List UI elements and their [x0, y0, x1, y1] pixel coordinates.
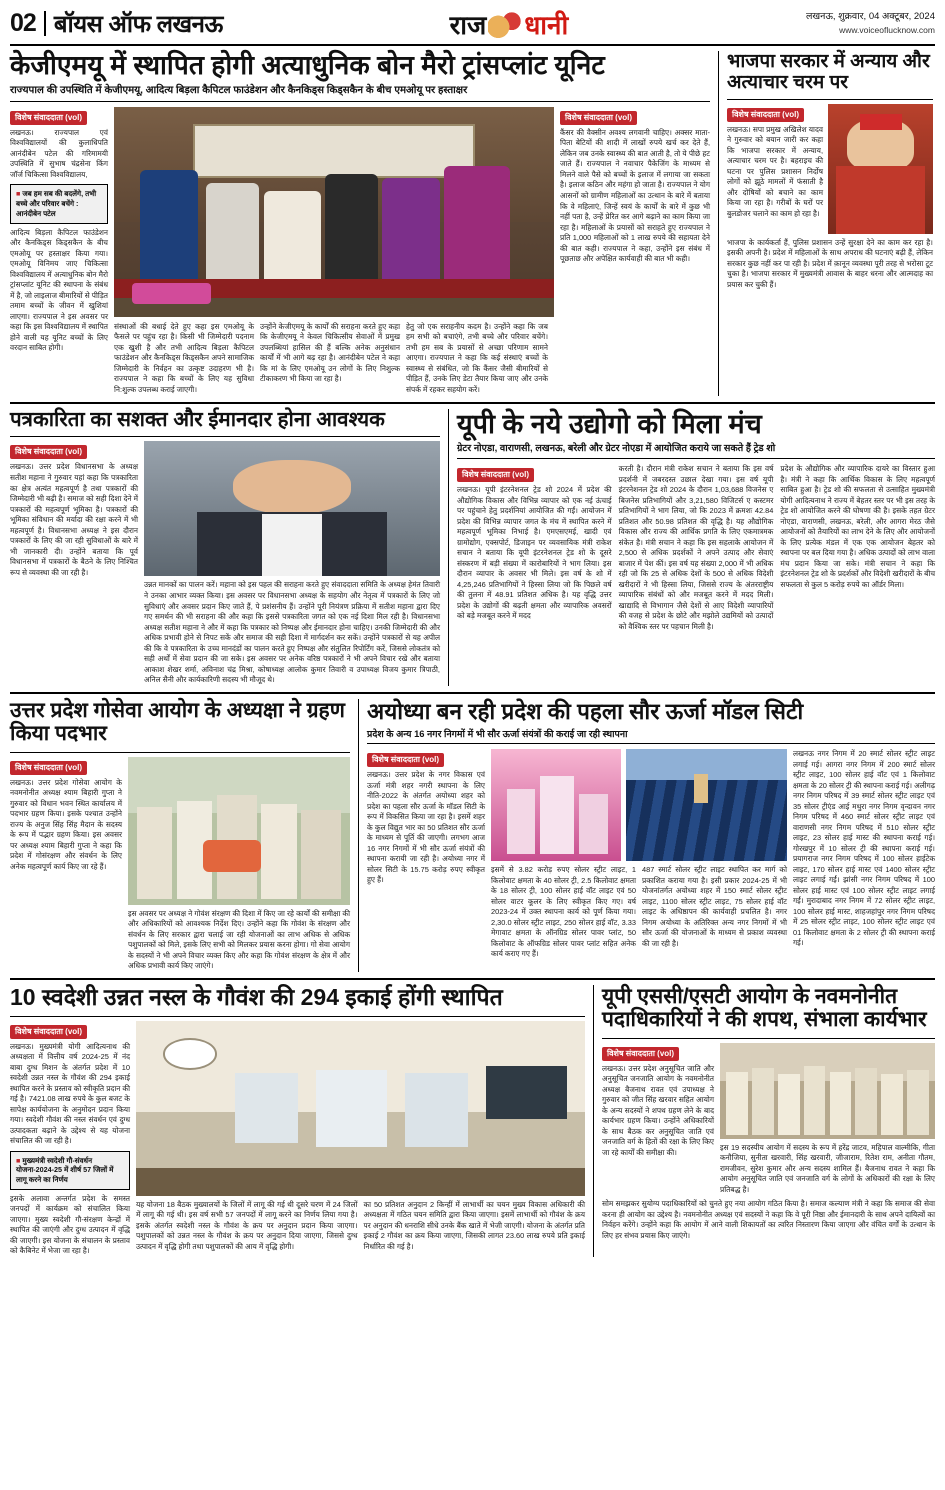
- lead-subhead: राज्यपाल की उपस्थिति में केजीएमयू, आदित्य बिड़ला कैपिटल फाउंडेशन और कैनकिड्स किड्सकैन के बीच एमओयू पर हस्ताक्षर: [10, 85, 710, 102]
- lead-col4: हेतु जो एक सराहनीय कदम है। उन्होंने कहा कि जब हम सभी को बचाएंगे, तभी बच्चे और परिवार बचेंगे। तभी हम सब के प्रयासों से अच्छा परिणाम सामने आएगा। राज्यपाल ने कहा कि कई संस्थाएं बच्चों के स्वास्थ्य से संबंधित, जो कि कैंसर जैसी बीमारियों से पीड़ित हैं, उनके लिए डेटा तैयार किया जाए और उनके संपर्क में रहकर सहयोग करें।: [406, 321, 548, 394]
- ayodhya-col4: लखनऊ नगर निगम में 20 स्मार्ट सोलर स्ट्रीट लाइट लगाई गई। आगरा नगर निगम में 200 स्मार्ट सोलर स्ट्रीट लाइट, 100 सोलर हाई वॉट एवं 1 किलोवाट क्षमता के 20 सोलर ट्री की स्थापना कराई गई। अलीगढ़ नगर निगम परिषद में 39 स्मार्ट सोलर स्ट्रीट लाइट एवं 35 सोलर ट्रीएंड आई मथुरा नगर निगम वृन्दावन नगर निगम परिषद में 460 स्मार्ट सोलर स्ट्रीट लाइट एवं वाराणसी नगर निगम परिषद में 510 सोलर स्ट्रीट लाइट, 23 सोलर हाई मास्ट की स्थापना कराई गई। गोरखपुर में 10 सोलर ट्री की स्थापना कराई गई। प्रयागराज नगर निगम परिषद में 100 सोलर हाईटेक लाइट, 170 सोलर हाई मास्ट एवं 1400 सोलर स्ट्रीट लाइट लगाई गईं। झांसी नगर निगम परिषद में 100 सोलर हाई मास्ट एवं 100 सोलर स्ट्रीट लाइट लगाई गईं। मुरादाबाद नगर निगम में 72 सोलर स्ट्रीट लाइट, 100 सोलर हाई मास्ट, शाहजहांपुर नगर निगम परिषद में 25 सोलर स्ट्रीट लाइट, 100 सोलर स्ट्रीट लाइट एवं 01 किलोवाट क्षमता के 2 सोलर ट्री की स्थापना कराई गई।: [793, 749, 935, 948]
- cattle-headline: 10 स्वदेशी उन्नत नस्ल के गौवंश की 294 इकाई होंगी स्थापित: [10, 983, 503, 1010]
- industry-col1: लखनऊ। यूपी इंटरनेशनल ट्रेड शो 2024 में प्रदेश की औद्योगिक विकास और विभिन्न व्यापार को एक नई ऊंचाई पर पहुंचाने हेतु प्रदर्शनियां आयोजित की गईं। आयोजन में प्रदेश की विभिन्न व्यापार जगत के मंच में स्थापित करने में महत्वपूर्ण भूमिका निभाई है। एमएसएमई, खादी एवं ग्रामोद्योग, एक्सपोर्ट, डिजाइन पर व्यवसायिक मंत्री राकेश सचान ने बताया कि यूपी इंटरनेशनल ट्रेड शो के दूसरे संस्करण में बड़ी संख्या में कारोबारियों ने भाग लिया। इस दौरान व्यापार के अवसर भी मिले। इस वर्ष के शो में 4,25,246 प्रतिभागियों ने हिस्सा लिया जो कि पिछले वर्ष की तुलना में 48.91 प्रतिशत अधिक है। यह वृद्धि उत्तर प्रदेश के उद्योगों की बढ़ती क्षमता और व्यापारिक अवसरों को बड़े मजबूत करने में मदद: [457, 485, 612, 621]
- akhilesh-story: [718, 51, 933, 396]
- page-number: 02: [10, 11, 46, 36]
- divider-1: [10, 402, 935, 404]
- lead-col5-p1: कैंसर की वैक्सीन अवश्य लगवानी चाहिए। अक्सर माता-पिता बेटियों की शादी में लाखों रुपये खर्च कर देते हैं, लेकिन जब उनके स्वास्थ्य की बात आती है, तो ये पीछे हट जाते हैं। राज्यपाल ने नवाचार पैकेजिंग के माध्यम से मिलने वाले पैसे को बच्चों के इलाज में लगाया जा सकता है। इलाज कठिन और महंगा हो जाता है। राज्यपाल ने योग आसनों को ग्रामीण महिलाओं का उत्थान के बारे में बताया कि वे महिलाएं, जिन्हें स्वयं के कार्यों के बारे में कुछ भी नहीं पता है, उन्हें प्रेरित कर आगे बढ़ाने का काम किया जा रहा है। महिलाओं के प्रयासों को सराहते हुए राज्यपाल ने प्रति 1,000 महिलाओं को 1 लाख रुपये की सहायता देने की बात कही। राज्यपाल ने कहा, उन्होंने इस संबंध में पूछताछ और अपेक्षित कार्यवाही की बात भी कही।: [560, 127, 710, 264]
- industry-headline: यूपी के नये उद्योगो को मिला मंच: [457, 408, 762, 439]
- lead-pullquote-text: जब हम सब की बदलेंगे, तभी बच्चे और परिवार बचेंगे : आनंदीबेन पटेल: [16, 189, 97, 218]
- meeting-room-photo: [136, 1021, 585, 1196]
- scst-col1: लखनऊ। उत्तर प्रदेश अनुसूचित जाति और अनुसूचित जनजाति आयोग के नवमनोनीत अध्यक्ष बैजनाथ रावत एवं उपाध्यक्ष ने गुरुवार को जीत सिंह खरवार सहित आयोग के अन्य सदस्यों ने शपथ ग्रहण लेने के बाद कार्यभार ग्रहण किया। उन्होंने अधिकारियों के साथ बैठक कर अनुसूचित जाति एवं जनजाति वर्ग के हितों की रक्षा के लिए किए जा रहे कार्यों की समीक्षा की।: [602, 1063, 714, 1157]
- industry-story: [448, 409, 935, 686]
- cattle-col2: इसके अलावा अन्तर्गत प्रदेश के समस्त जनपदों में कार्यक्रम को संचालित किया जाएगा। मुख्य स्वदेशी गौ-संरक्षण केन्द्रों में स्थापित की जाएंगी और दुग्ध उत्पादन में वृद्धि की जाएगी। इस योजना के संचालन के प्रस्ताव को कैबिनेट में भेजा जा रहा है।: [10, 1193, 130, 1256]
- website-url: www.voiceoflucknow.com: [839, 25, 935, 36]
- gauseva-headline: उत्तर प्रदेश गोसेवा आयोग के अध्यक्षा ने ग्रहण किया पदभार: [10, 698, 345, 746]
- byline-badge-6: विशेष संवाददाता (vol): [10, 761, 87, 775]
- industry-col3: प्रदेश के औद्योगिक और व्यापारिक दायरे का विस्तार हुआ है। मंत्री ने कहा कि आर्थिक विकास के लिए महत्वपूर्ण साबित हुआ है। ट्रेड शो की सफलता से उत्साहित मुख्यमंत्री योगी आदित्यनाथ ने राज्य में बेहतर स्तर पर भी इस तरह के ट्रेड शो आयोजित करने की घोषणा की है। इसके तहत ग्रेटर नोएडा, वाराणसी, लखनऊ, बरेली, और आगरा मेरठ जैसे आयोजनों को तैयारियों का लाभ देने के लिए और आयोजनों के लिए प्रत्येक मंडल में एक एक आयोजन बेहतर को स्थापना पर बल दिया गया है। अधिक उत्पादों को लाभ वाला मंच प्रदान किया जा सके। मंत्री सचान ने कहा कि इंटरनेशनल ट्रेड शो के प्रदर्शकों और विदेशी खरीदारों के बीच सफलता से कुल 5 करोड़ रुपये का ऑर्डर मिला।: [780, 464, 936, 589]
- byline-badge-5: विशेष संवाददाता (vol): [457, 468, 534, 482]
- bullet-icon: ■: [16, 189, 21, 199]
- gauseva-story: [10, 699, 350, 972]
- akhilesh-p2: भाजपा के कार्यकर्ता हैं, पुलिस प्रशासन उन्हें सुरक्षा देने का काम कर रहा है। इसकी अपनी है। प्रदेश में महिलाओं के साथ अपराध की घटनाएं बढ़ी हैं, लेकिन सरकार कुछ नहीं कर पा रही है। प्रदेश में क़ानून व्यवस्था पूरी तरह से भरोसा टूट चुका है। भाजपा सरकार में मुख्यमंत्री आवास के बाहर धरना और आत्मदाह का प्रयास कर चुकी हैं।: [727, 237, 933, 289]
- lead-col5-cont: [554, 322, 710, 396]
- byline-badge-2: विशेष संवाददाता (vol): [560, 111, 637, 125]
- ayodhya-headline: अयोध्या बन रही प्रदेश की पहला सौर ऊर्जा मॉडल सिटी: [367, 698, 804, 724]
- lead-headline: केजीएमयू में स्थापित होगी अत्याधुनिक बोन मैरो ट्रांसप्लांट यूनिट: [10, 50, 605, 80]
- mou-signing-photo: [114, 107, 554, 317]
- solar-panels-photo: [626, 749, 787, 861]
- scst-col2: इस 19 सदस्यीय आयोग में सदस्य के रूप में हरेंद्र जाटव, महिपाल वाल्मीकि, गीता कनौजिया, सुनीता खरवारी, सिंह खरवारी, जीजाराम, रितेश राम, अनीता गौतम, रामजीवन, सुरेश कुमार और अन्य सदस्य शामिल हैं। बैजनाथ रावत ने कहा कि आयोग अनुसूचित जाति एवं जनजाति वर्ग के लोगों के अधिकारों की रक्षा के लिए प्रतिबद्ध है।: [720, 1142, 935, 1194]
- cattle-col1: लखनऊ। मुख्यमंत्री योगी आदित्यनाथ की अध्यक्षता में वित्तीय वर्ष 2024-25 में नंद बाबा दुग्ध मिशन के अंतर्गत प्रदेश में 10 स्वदेशी उन्नत नस्ल के गौवंश की 294 इकाई स्थापित करने के प्रस्ताव को स्वीकृति प्रदान की गई है। 7421.08 लाख रुपये के कुल बजट के सापेक्ष कार्ययोजना के अनुमोदन प्रदान किया गया। स्वदेशी गौवंश की नस्ल संवर्धन एवं दुग्ध उत्पादकता बढ़ाने के उद्देश्य से यह योजना संचालित की जा रही है।: [10, 1041, 130, 1146]
- akhilesh-photo: [828, 104, 933, 234]
- lead-col-1: [10, 107, 108, 396]
- byline-badge-7: विशेष संवाददाता (vol): [367, 753, 444, 767]
- lead-pullquote: [10, 184, 108, 223]
- scst-story: [593, 985, 935, 1257]
- gauseva-col2: इस अवसर पर अध्यक्ष ने गोवंश संरक्षण की दिशा में किए जा रहे कार्यों की समीक्षा की और अधिकारियों को आवश्यक निर्देश दिए। उन्होंने कहा कि गोवंश के संरक्षण और संवर्धन के लिए सरकार द्वारा चलाई जा रही योजनाओं का लाभ अधिक से अधिक पशुपालकों को मिले, इसके लिए सभी को मिलकर प्रयास करना होगा। गो सेवा आयोग के सदस्यों ने भी अपने विचार व्यक्त किए और कहा कि गोवंश संरक्षण के क्षेत्र में और अधिक प्रभावी कार्य किए जाएंगे।: [128, 908, 350, 971]
- akhilesh-headline: भाजपा सरकार में अन्याय और अत्याचार चरम पर: [727, 51, 930, 94]
- cattle-highlight-text: मुख्यमंत्री स्वदेशी गौ-संवर्धन योजना-2024-25 में शीर्ष 57 जिलों में लागू करने का निर्णय: [16, 1155, 114, 1185]
- industry-col2: करती है। दौरान मंत्री राकेश सचान ने बताया कि इस वर्ष प्रदर्शनी में जबरदस्त उछाल देखा गया। इस वर्ष यूपी इंटरनेशनल ट्रेड शो 2024 के दौरान 1,03,688 विजनेस ए बिजनेस प्रतिभागियों और 3,21,580 विजिटर्स ए कस्टमर प्रतिभागियों ने भाग लिया, जो कि 2023 में क्रमशः 42.84 प्रतिशत और 50.98 प्रतिशत की वृद्धि है। यह औद्योगिक विकास और राज्य की आर्थिक प्रगति के लिए एकमात्रमक संकेत है। मंत्री सचान ने कहा कि इस सहलाके आयोजन में 2,500 से अधिक प्रदर्शकों ने अपने उत्पाद और सेवाएं बाजार में पेश कीं। इस वर्ष यह संख्या 2,000 में भी अधिक रही जो कि 25 से अधिक देशों के 500 से अधिक विदेशी खरीदारों ने भी हिस्सा लिया, जिससे राज्य के अंतरराष्ट्रीय व्यापारिक संबंधों को और मजबूत करने में मदद मिली। खाद्यादि से विभागान जैसे देशों से आए विदेशी व्यापारियों की वजह से प्रदेश के छोटे और मझोले उद्यमियों को उत्पादों को वैश्विक स्तर पर पहचान मिली है।: [618, 464, 774, 631]
- masthead-title: बॉयस ऑफ लखनऊ: [53, 11, 223, 38]
- scst-col3: सोम समझकर सुयोग्य पदाधिकारियों को चुनते हुए नया आयोग गठित किया है। समाज कल्याण मंत्री ने कहा कि समाज की सेवा करना ही आयोग का उद्देश्य है। नवमनोनीत अध्यक्ष एवं सदस्यों ने कहा कि वे पूरी निष्ठा और ईमानदारी के साथ अपने दायित्वों का निर्वहन करेंगे। उन्होंने कहा कि आयोग में आने वाली शिकायतों का त्वरित निस्तारण किया जाएगा और वंचित वर्गों के उत्थान के लिए हर संभव प्रयास किए जाएंगे।: [602, 1199, 936, 1240]
- ayodhya-col1: लखनऊ। उत्तर प्रदेश के नगर विकास एवं ऊर्जा मंत्री शहर नगरी स्थापना के लिए नीति-2022 के अंतर्गत अयोध्या शहर को प्रदेश का पहला सौर ऊर्जा के मॉडल सिटी के रूप में विकसित किया जा रहा है। इसमें शहर के कुल विद्युत भार का 50 प्रतिशत सौर ऊर्जा के माध्यम से पूर्ति की जाएगी। लगभग आज 16 नगर निगमों में भी सौर ऊर्जा संयंत्रों की स्थापना करायी जा रही है। अयोध्या नगर में सोलर सिटी के 15.75 करोड़ रुपए स्वीकृत हुए हैं।: [367, 770, 485, 885]
- ayodhya-col3: 487 स्मार्ट सोलर स्ट्रीट लाइट स्थापित कर मार्ग को प्रकाशित कराया गया है। इसी प्रकार 2024-25 में भी योजनांतर्गत अयोध्या शहर में 150 स्मार्ट सोलर स्ट्रीट लाइट, 1100 सोलर स्ट्रीट लाइट, 75 सोलर हाई वॉट लाइट के अधिष्ठापन की कार्यवाही प्रचलित है। नगर निगम अयोध्या के अतिरिक्त अन्य नगर निगमों में भी सौर ऊर्जा की योजनाओं के माध्यम से प्रकाश व्यवस्था की जा रही है।: [642, 865, 787, 948]
- scst-oath-photo: [720, 1043, 935, 1139]
- ayodhya-temple-photo: [491, 749, 621, 861]
- akhilesh-p1: लखनऊ। सपा प्रमुख अखिलेश यादव ने गुरुवार को बयान जारी कर कहा कि भाजपा सरकार में अन्याय, अत्याचार चरम पर है। बहराइच की घटना पर पुलिस प्रशासन निर्दोष लोगों को झूठे मामलों में फंसाती है और दोषियों को बचाने का काम किया जा रहा है। गरीबों के घरों पर बुलडोजर चलाने का काम हो रहा है।: [727, 124, 823, 218]
- cattle-col3: यह योजना 18 बैठक मुख्यालयों के जिलों में लागू की गई थी दूसरे चरण में 24 जिलों में लागू की गई थी। इस वर्ष सभी 57 जनपदों में लागू करने का निर्णय लिया गया है। इसके अंतर्गत स्वदेशी नस्ल के गौवंश के क्रय पर अनुदान प्रदान किया जाएगा। पशुपालकों को उन्नत नस्ल के गौवंश के क्रय पर अनुदान दिया जाएगा, जिससे दुग्ध उत्पादन में वृद्धि होगी तथा पशुपालकों की आय में वृद्धि होगी।: [136, 1199, 358, 1251]
- cattle-col4: का 50 प्रतिशत अनुदान 2 किन्हीं में लाभार्थी का चयन मुख्य विकास अधिकारी की अध्यक्षता में गठित चयन समिति द्वारा किया जाएगा। इसमें लाभार्थी को गौवंश के क्रय पर अनुदान की धनराशि सीधे उनके बैंक खाते में भेजी जाएगी। योजना के अंतर्गत प्रति इकाई 2 गौवंश का क्रय किया जाएगा, जिसकी लागत 23.60 लाख रुपये प्रति इकाई निर्धारित की गई है।: [363, 1199, 585, 1251]
- lead-col1-p1: लखनऊ। राज्यपाल एवं विश्वविद्यालयों की कुलाधिपति आनंदीबेन पटेल की गरिमामयी उपस्थिति में सुभाष चंद्रसेना किंग जॉर्ज चिकित्सा विश्वविद्यालय,: [10, 127, 108, 179]
- lead-col1-p2: आदित्य बिड़ला कैपिटल फाउंडेशन और कैनकिड्स किड्सकैन के बीच एमओयू पर हस्ताक्षर किया गया। एमओयू विनिमय जाए चिकित्सा विश्वविद्यालय में अत्याधुनिक बोन मैरो ट्रांसप्लांट यूनिट की स्थापना के संबंध में है, जो लाइलाज बीमारियों से पीड़ित तमाम बच्चों के जीवन में खुशियां लाएगा। राज्यपाल ने इस अवसर पर कहा कि इस विश्वविद्यालय में स्थापित होने वाली यह यूनिट बच्चों के लिए वरदान साबित होगी।: [10, 227, 108, 353]
- masthead: [10, 6, 935, 46]
- lead-col3: उन्होंने केजीएमयू के कार्यों की सराहना करते हुए कहा कि केजीएमयू ने केवल चिकित्सीय सेवाओं में प्रमुख उपलब्धियां हासिल की हैं बल्कि अनेक अनुसंधान कार्यों में भी आगे बढ़ रहा है। आनंदीबेन पटेल ने कहा कि मां के लिए एमओयू उन लोगों के लिए निशुल्क टीकाकरण भी किया जा रहा है।: [260, 321, 400, 384]
- lead-col2: संस्थाओं की बधाई देते हुए कहा इस एमओयू के फैसले पर पहुंच रहा है। किसी भी जिम्मेदारी पदनाम एक खुशी है और तभी आदित्य बिड़ला कैपिटल फाउंडेशन और कैनकिड्स किड्सकैन अपने सामाजिक जिम्मेदारी के निर्वहन का उत्कृष्ट उदाहरण भी है। राज्यपाल ने कहा कि बच्चों के लिए यह सुविधा नि:शुल्क उपलब्ध कराई जाएगी।: [114, 321, 254, 394]
- speaker-portrait-photo: [144, 441, 440, 576]
- logo-swirl-icon: [488, 10, 522, 38]
- journalism-headline: पत्रकारिता का सशक्त और ईमानदार होना आवश्यक: [10, 407, 385, 431]
- divider-3: [10, 978, 935, 980]
- publication-date: लखनऊ, शुक्रवार, 04 अक्टूबर, 2024: [805, 11, 935, 22]
- ayodhya-subhead: प्रदेश के अन्य 16 नगर निगमों में भी सौर ऊर्जा संयंत्रों की कराई जा रही स्थापना: [367, 728, 935, 744]
- scst-headline: यूपी एससी/एसटी आयोग के नवमनोनीत पदाधिकारियों ने की शपथ, संभाला कार्यभार: [602, 984, 927, 1032]
- cattle-story: [10, 985, 585, 1257]
- logo-text-accent: धानी: [524, 9, 569, 40]
- photo-art: [114, 107, 554, 317]
- byline-badge: विशेष संवाददाता (vol): [10, 111, 87, 125]
- gauseva-col1: लखनऊ। उत्तर प्रदेश गोसेवा आयोग के नवमनोनीत अध्यक्ष श्याम बिहारी गुप्ता ने गुरुवार को विधान भवन स्थित कार्यालय में पदभार ग्रहण किया। इसके पश्चात उन्होंने राज्य के अनुज सिंह सिंह मैदान के सदस्य के रूप में पद्भार ग्रहण किया। इस अवसर पर अध्यक्ष श्याम बिहारी गुप्ता ने कहा कि प्रदेश में गोसंरक्षण और संवर्धन के लिए अनेक महत्वपूर्ण कार्य किए जा रहे हैं।: [10, 777, 122, 871]
- byline-badge-3: विशेष संवाददाता (vol): [727, 108, 804, 122]
- byline-badge-9: विशेष संवाददाता (vol): [602, 1047, 679, 1061]
- ayodhya-story: [358, 699, 935, 972]
- cattle-highlight-box: [10, 1151, 130, 1190]
- journalism-col1: लखनऊ। उत्तर प्रदेश विधानसभा के अध्यक्ष सतीश महाना ने गुरुवार यहां कहा कि पत्रकारिता का क्षेत्र अत्यंत महत्वपूर्ण है तथा पत्रकारों की जिम्मेदारी भी बढ़ी है। समाज को सही दिशा देने में पत्रकारों की महत्वपूर्ण भूमिका है। पत्रकारों की भूमिका संविधान की मर्यादा की रक्षा करने में भी महत्वपूर्ण है। विधानसभा अध्यक्ष ने इस दौरान पत्रकारों के लिए की जा रही सुविधाओं के बारे में भी जानकारी दी। उन्होंने बताया कि पूर्व विधानसभा में पत्रकारों के बैठने के लिए निश्चित रूप से व्यवस्था की जा रही है।: [10, 462, 138, 577]
- ayodhya-col2: इसमें से 3.82 करोड़ रुपए सोलर स्ट्रीट लाइट, 1 किलोवाट क्षमता के 40 सोलर ट्री, 2.5 किलोवाट क्षमता के 18 सोलर ट्री, 100 सोलर हाई वॉट लाइट एवं 50 सोलर वाटर कूलर के लिए स्वीकृत किए गए। वर्ष 2023-24 में उक्त स्थापना कार्य को पूर्ण किया गया। 2,30.0 सोलर स्ट्रीट लाइट, 250 सोलर हाई वॉट, 3.33 मेगावाट क्षमता के ऑनग्रिड सोलर पावर प्लांट, 50 किलोवाट के ऑफग्रिड सोलर पावर प्लांट सहित अनेक कार्य कराए गए हैं।: [491, 865, 636, 959]
- newspaper-logo: [450, 6, 569, 42]
- journalism-story: [10, 409, 440, 686]
- byline-badge-8: विशेष संवाददाता (vol): [10, 1025, 87, 1039]
- journalism-col2: उन्नत मानकों का पालन करें। महाना को इस पहल की सराहना करते हुए संवाददाता समिति के अध्यक्ष हेमंत तिवारी ने उनका आभार व्यक्त किया। इस अवसर पर विधानसभा अध्यक्ष के सहयोग और नेतृत्व में पत्रकारों के लिए जो सुविधाएं और अवसर प्रदान किए जाते हैं, पे प्रशंसनीय हैं। उन्होंने पूरी नियंत्रण प्रक्रिया में सतीश महाना द्वारा दिए गए समर्थन की भी सराहना की और कहा कि इससे पत्रकारिता जगत को एक नई दिशा मिल रही है। विधानसभा अध्यक्ष सतीश महाना ने और में कहा कि पत्रकार को निष्पक्ष और ईमानदार होना चाहिए। उनकी जिम्मेदारी की और अधिक प्रभावी होने से निपट सकें और समाज की सही दिशा में मार्गदर्शन कर सकें। उन्होंने पत्रकारों से यह अपील की कि वे पत्रकारिता के उच्च मानदंडों का पालन करते हुए निष्पक्ष और संतुलित रिपोर्टिंग करें, जिससे लोकतंत्र को सही अर्थों में सेवा प्रदान की जा सके। इस अवसर पर अनेक वरिष्ठ पत्रकारों ने भी अपने विचार रखे और बताया आकाश शेखर शर्मा, अविनाश चंद्र मिश्रा, कोषाध्यक्ष आलोक कुमार तिवारी व उपाध्यक्ष विजय कुमार त्रिपाठी, अनिल सैनी और कार्यकारिणी सदस्य भी मौजूद थे।: [144, 580, 440, 685]
- gauseva-ceremony-photo: [128, 757, 350, 905]
- divider-2: [10, 692, 935, 694]
- logo-text-primary: राज: [449, 9, 487, 40]
- bullet-icon-2: ■: [16, 1155, 21, 1165]
- lead-story: [10, 51, 710, 396]
- byline-badge-4: विशेष संवाददाता (vol): [10, 445, 87, 459]
- industry-subhead: ग्रेटर नोएडा, वाराणसी, लखनऊ, बरेली और ग्रेटर नोएडा में आयोजित कराये जा सकते हैं ट्रेड शो: [457, 443, 935, 460]
- masthead-meta: [795, 10, 935, 37]
